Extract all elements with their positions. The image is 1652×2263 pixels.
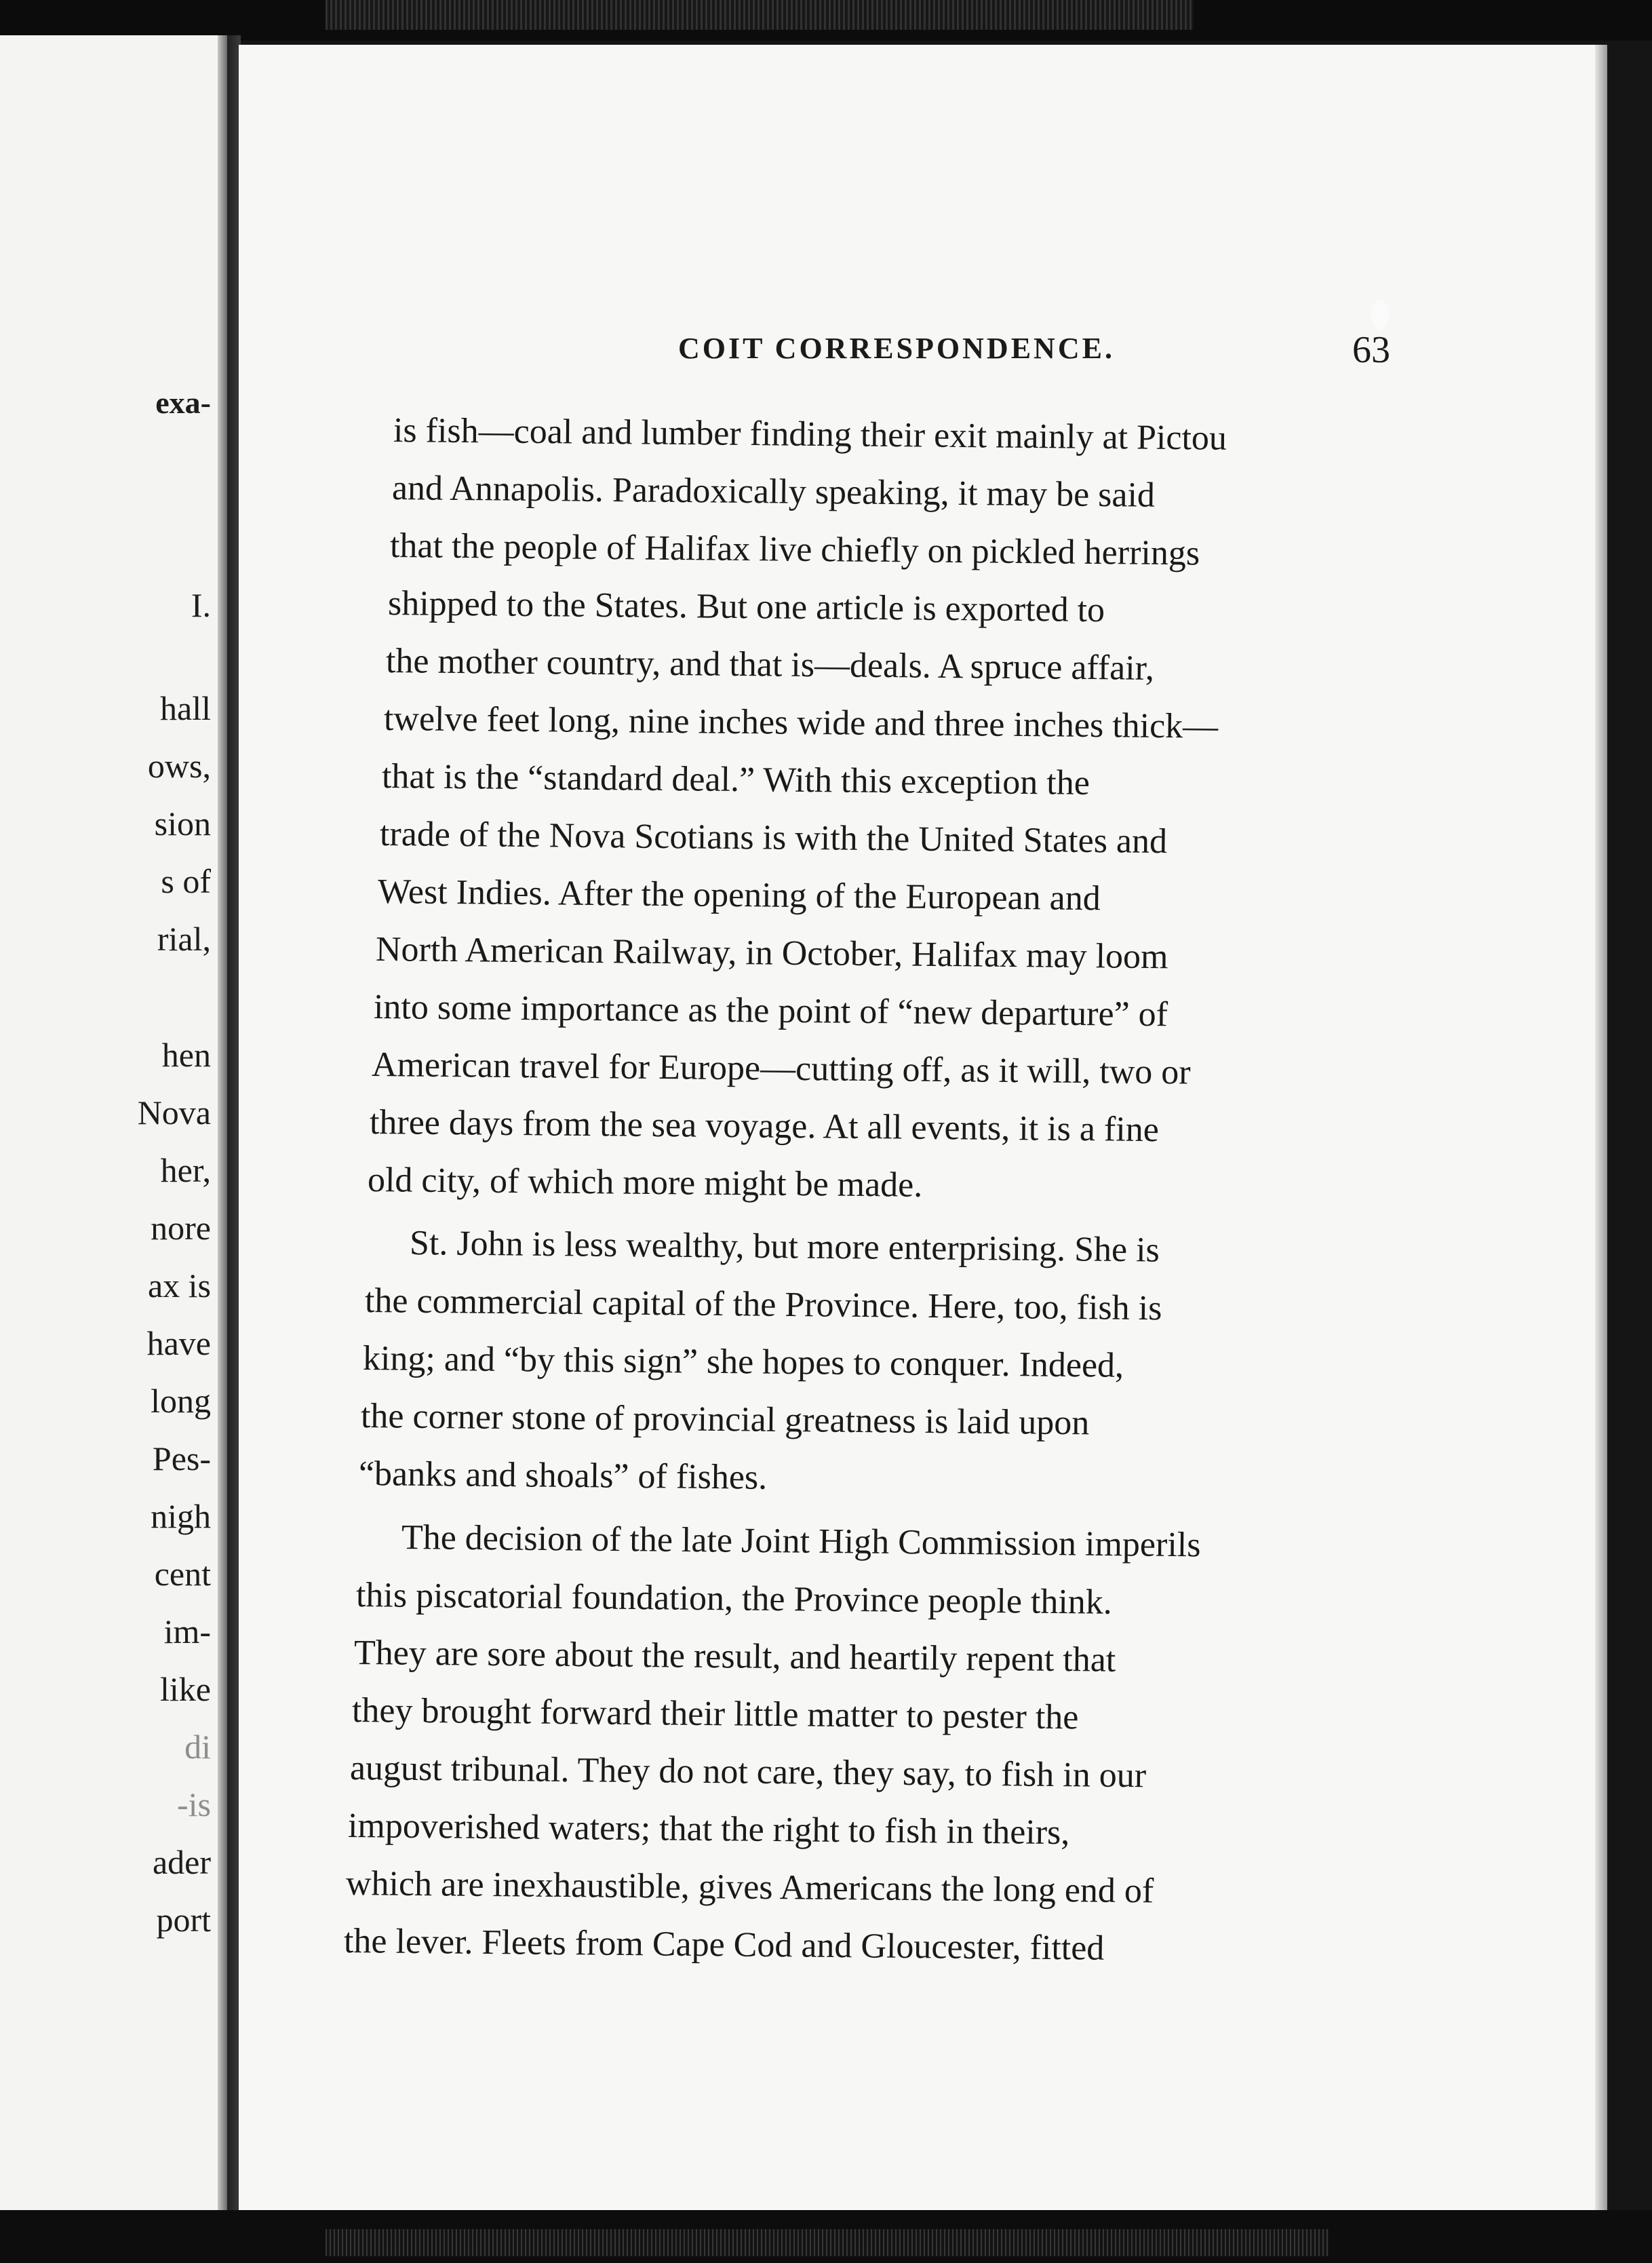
body-line: they brought forward their little matter to pester the (351, 1691, 1079, 1737)
left-page-fragment: ader (152, 1843, 211, 1881)
left-page-fragment: exa- (155, 385, 211, 420)
body-line: St. John is less wealthy, but more enterprising. She is (409, 1224, 1160, 1270)
left-page-fragment: im- (163, 1612, 211, 1650)
left-page-spine (218, 35, 227, 2210)
page-number: 63 (1352, 329, 1390, 371)
left-page-fragment: her, (160, 1151, 211, 1189)
left-page-fragment: have (146, 1324, 211, 1362)
body-line: American travel for Europe—cutting off, as it will, two or (371, 1045, 1191, 1092)
body-line: that the people of Halifax live chiefly on pickled herrings (389, 526, 1200, 573)
left-page-fragment: port (156, 1901, 211, 1939)
bottom-edge-smudge (326, 2229, 1329, 2256)
left-page-fragment: ax is (147, 1266, 211, 1304)
left-page-fragment: sion (154, 805, 211, 843)
bottom-scan-edge (0, 2210, 1652, 2263)
body-line: king; and “by this sign” she hopes to conquer. Indeed, (362, 1339, 1124, 1385)
body-line: North American Railway, in October, Halifax may loom (375, 930, 1168, 977)
body-line: that is the “standard deal.” With this exception the (381, 757, 1090, 803)
body-line: which are inexhaustible, gives Americans the long end of (345, 1864, 1154, 1911)
left-page-fragment: cent (154, 1555, 211, 1593)
left-page-fragment: I. (191, 586, 211, 624)
top-edge-smudge (326, 0, 1194, 30)
body-line: trade of the Nova Scotians is with the United States and (379, 815, 1168, 862)
body-line: twelve feet long, nine inches wide and three inches thick— (383, 699, 1219, 746)
top-scan-edge (0, 0, 1652, 41)
left-page-fragment: s of (161, 862, 211, 900)
scan-blemish (1371, 300, 1389, 330)
left-page-fragment: hall (160, 689, 211, 727)
left-page-fragment: nore (151, 1209, 211, 1247)
running-head (434, 331, 1390, 379)
left-page-fragment: like (160, 1670, 211, 1708)
left-page-fragment: long (151, 1382, 211, 1420)
body-line: They are sore about the result, and heartily repent that (353, 1633, 1116, 1680)
left-page-fragment: Pes- (152, 1439, 211, 1477)
left-page-fragment: hen (161, 1036, 211, 1074)
left-page-fragment: rial, (157, 920, 211, 958)
body-line: and Annapolis. Paradoxically speaking, it may be said (391, 469, 1156, 515)
body-line: the commercial capital of the Province. Here, too, fish is (364, 1281, 1162, 1328)
body-line: “banks and shoals” of fishes. (358, 1454, 768, 1497)
body-line: impoverished waters; that the right to fish in theirs, (347, 1806, 1070, 1853)
left-page-fragment: di (184, 1728, 211, 1766)
body-line: three days from the sea voyage. At all events, it is a fine (369, 1103, 1160, 1150)
body-line: into some importance as the point of “new departure” of (373, 988, 1168, 1034)
body-line: august tribunal. They do not care, they say, to fish in our (349, 1749, 1147, 1796)
body-line: the lever. Fleets from Cape Cod and Gloucester, fitted (343, 1922, 1105, 1968)
left-page-fragment: Nova (137, 1094, 211, 1132)
body-line: is fish—coal and lumber finding their exit mainly at Pictou (393, 411, 1227, 458)
left-page-fragment: nigh (151, 1497, 211, 1535)
body-line: shipped to the States. But one article is exported to (387, 584, 1105, 630)
body-line: the corner stone of provincial greatness is laid upon (360, 1397, 1090, 1443)
body-line: the mother country, and that is—deals. A spruce affair, (385, 642, 1155, 688)
page-edge-shadow (1595, 45, 1607, 2210)
running-title: COIT CORRESPONDENCE. (678, 332, 1115, 365)
left-page-fragment: -is (177, 1785, 211, 1823)
body-line: this piscatorial foundation, the Province people think. (355, 1576, 1113, 1622)
body-line: The decision of the late Joint High Commission imperils (401, 1518, 1201, 1565)
left-page-fragment: ows, (147, 747, 211, 785)
body-line: West Indies. After the opening of the European and (377, 872, 1101, 918)
body-line: old city, of which more might be made. (367, 1161, 923, 1205)
left-facing-page (0, 35, 227, 2210)
